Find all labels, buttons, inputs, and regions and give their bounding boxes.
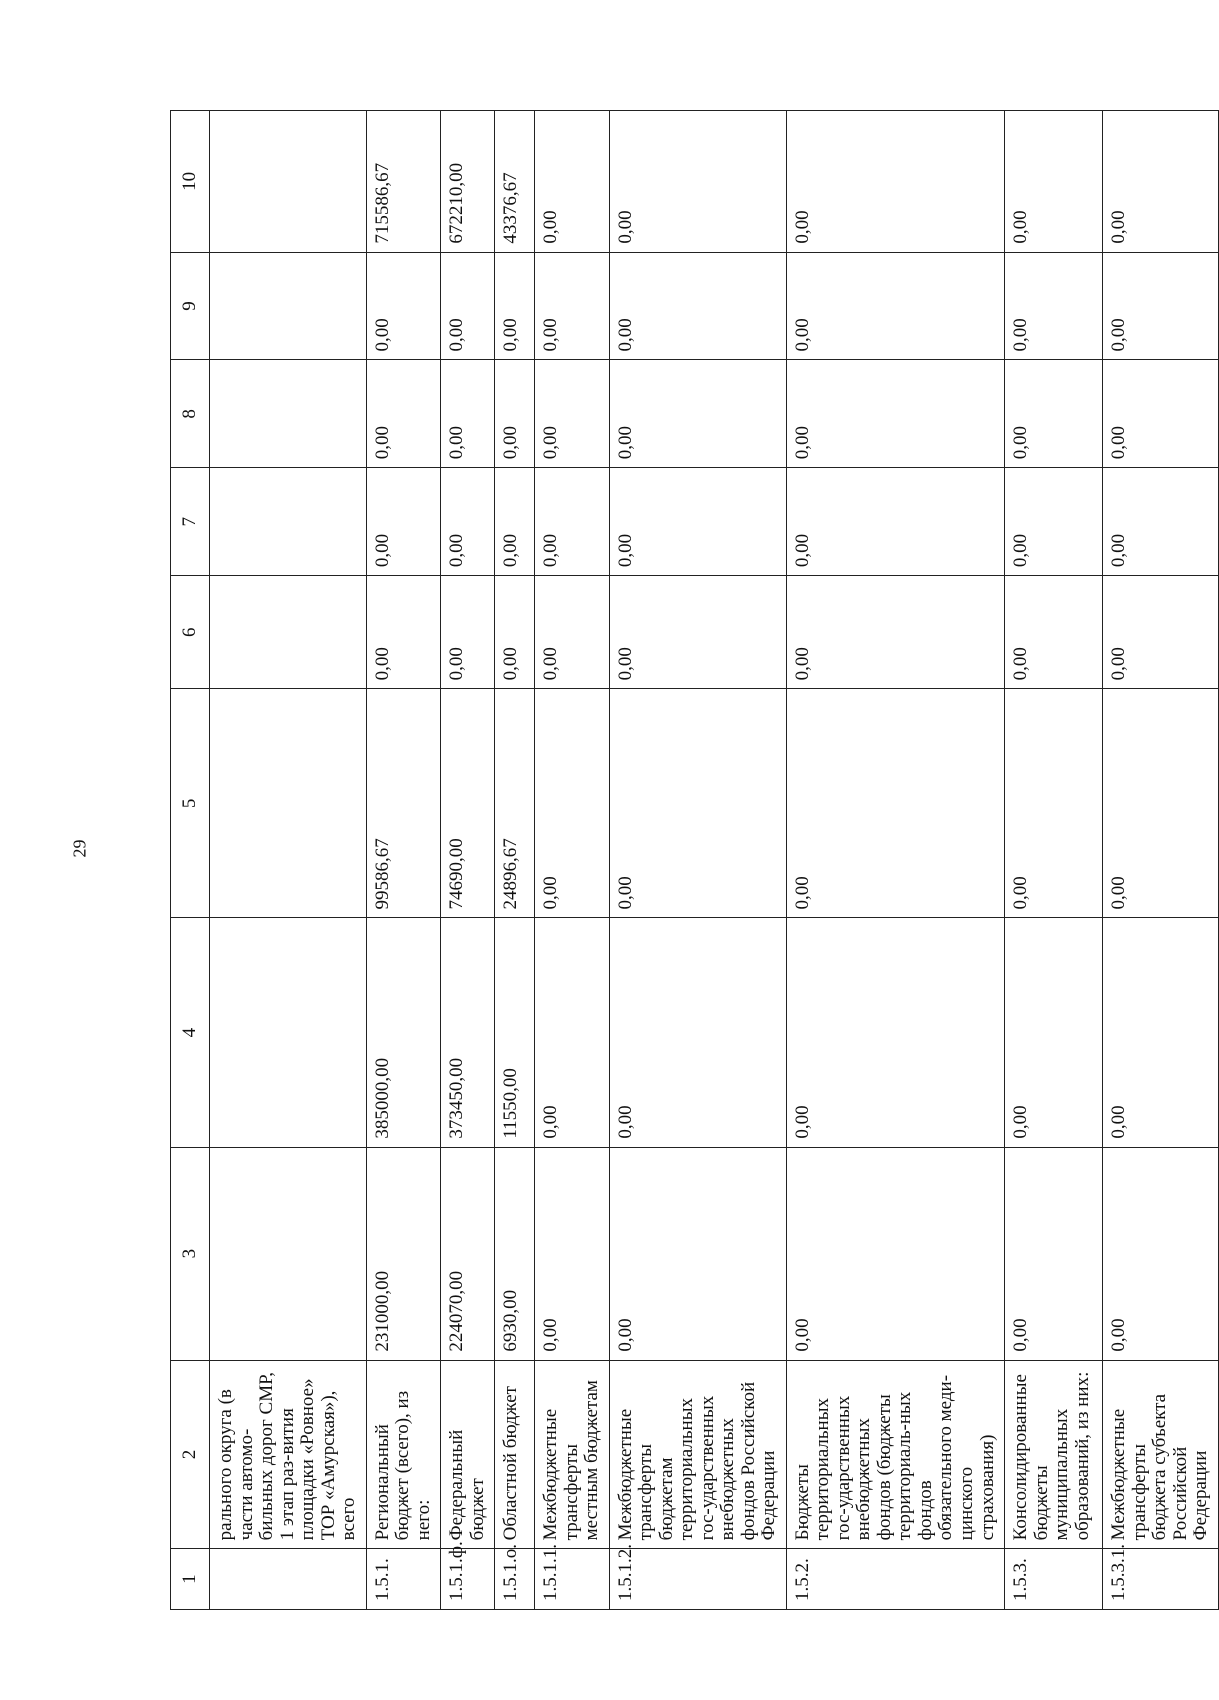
cell-col-8: 0,00 bbox=[609, 360, 786, 468]
row-code: 1.5.2. bbox=[786, 1549, 1004, 1610]
cell-col-6: 0,00 bbox=[441, 576, 495, 689]
cell-col-4: 0,00 bbox=[535, 918, 610, 1147]
header-col-9: 9 bbox=[171, 252, 210, 360]
table-row bbox=[786, 111, 1004, 1610]
cell-col-3: 224070,00 bbox=[441, 1147, 495, 1360]
cell-col-10: 715586,67 bbox=[366, 111, 441, 253]
row-code: 1.5.1.о. bbox=[495, 1549, 535, 1610]
cell-col-4: 11550,00 bbox=[495, 918, 535, 1147]
cell-col-10: 0,00 bbox=[1005, 111, 1103, 253]
cell-col-5: 0,00 bbox=[1103, 689, 1219, 918]
cell-col-7: 0,00 bbox=[1005, 468, 1103, 576]
row-name: Бюджеты территориальных гос-ударственных внебюджетных фондов (бюджеты территориаль-ных фондов обязательного меди-цинского страхования) bbox=[786, 1360, 1004, 1549]
cell-col-4 bbox=[210, 918, 367, 1147]
cell-col-7: 0,00 bbox=[366, 468, 441, 576]
cell-col-10: 0,00 bbox=[535, 111, 610, 253]
cell-col-9: 0,00 bbox=[366, 252, 441, 360]
cell-col-9: 0,00 bbox=[609, 252, 786, 360]
header-col-6: 6 bbox=[171, 576, 210, 689]
cell-col-5: 99586,67 bbox=[366, 689, 441, 918]
cell-col-5: 0,00 bbox=[1005, 689, 1103, 918]
cell-col-10 bbox=[210, 111, 367, 253]
row-code: 1.5.1. bbox=[366, 1549, 441, 1610]
table-row bbox=[210, 111, 367, 1610]
page-number: 29 bbox=[69, 839, 90, 858]
table-row bbox=[1005, 111, 1103, 1610]
table-row bbox=[495, 111, 535, 1610]
table-row bbox=[535, 111, 610, 1610]
cell-col-7: 0,00 bbox=[609, 468, 786, 576]
cell-col-9: 0,00 bbox=[1005, 252, 1103, 360]
row-name: рального округа (в части автомо-бильных дорог СМР, 1 этап раз-вития площадки «Ровное» ТОР «Амурская»), всего bbox=[210, 1360, 367, 1549]
cell-col-10: 0,00 bbox=[786, 111, 1004, 253]
row-name: Региональный бюджет (всего), из него: bbox=[366, 1360, 441, 1549]
cell-col-7: 0,00 bbox=[495, 468, 535, 576]
cell-col-6 bbox=[210, 576, 367, 689]
header-col-5: 5 bbox=[171, 689, 210, 918]
cell-col-9: 0,00 bbox=[535, 252, 610, 360]
cell-col-10: 672210,00 bbox=[441, 111, 495, 253]
cell-col-9: 0,00 bbox=[786, 252, 1004, 360]
row-name: Межбюджетные трансферты бюджета субъекта Российской Федерации bbox=[1103, 1360, 1219, 1549]
cell-col-9: 0,00 bbox=[441, 252, 495, 360]
row-name: Федеральный бюджет bbox=[441, 1360, 495, 1549]
cell-col-10: 0,00 bbox=[609, 111, 786, 253]
row-code: 1.5.1.ф. bbox=[441, 1549, 495, 1610]
cell-col-3: 0,00 bbox=[1005, 1147, 1103, 1360]
row-name: Межбюджетные трансферты бюджетам территориальных гос-ударственных внебюджетных фондов Российской Федерации bbox=[609, 1360, 786, 1549]
cell-col-6: 0,00 bbox=[786, 576, 1004, 689]
cell-col-9 bbox=[210, 252, 367, 360]
cell-col-6: 0,00 bbox=[495, 576, 535, 689]
cell-col-4: 0,00 bbox=[609, 918, 786, 1147]
cell-col-8: 0,00 bbox=[495, 360, 535, 468]
cell-col-4: 0,00 bbox=[1103, 918, 1219, 1147]
cell-col-4: 0,00 bbox=[786, 918, 1004, 1147]
cell-col-7: 0,00 bbox=[535, 468, 610, 576]
table-row bbox=[1103, 111, 1219, 1610]
cell-col-4: 0,00 bbox=[1005, 918, 1103, 1147]
cell-col-8: 0,00 bbox=[441, 360, 495, 468]
cell-col-6: 0,00 bbox=[609, 576, 786, 689]
header-col-8: 8 bbox=[171, 360, 210, 468]
cell-col-6: 0,00 bbox=[366, 576, 441, 689]
cell-col-8: 0,00 bbox=[1005, 360, 1103, 468]
cell-col-3: 0,00 bbox=[535, 1147, 610, 1360]
row-code: 1.5.3.1. bbox=[1103, 1549, 1219, 1610]
cell-col-5: 74690,00 bbox=[441, 689, 495, 918]
cell-col-3 bbox=[210, 1147, 367, 1360]
header-col-10: 10 bbox=[171, 111, 210, 253]
cell-col-3: 231000,00 bbox=[366, 1147, 441, 1360]
cell-col-8: 0,00 bbox=[535, 360, 610, 468]
cell-col-3: 0,00 bbox=[1103, 1147, 1219, 1360]
header-col-2: 2 bbox=[171, 1360, 210, 1549]
cell-col-4: 385000,00 bbox=[366, 918, 441, 1147]
cell-col-7: 0,00 bbox=[441, 468, 495, 576]
header-col-7: 7 bbox=[171, 468, 210, 576]
cell-col-9: 0,00 bbox=[495, 252, 535, 360]
cell-col-7: 0,00 bbox=[786, 468, 1004, 576]
row-code: 1.5.3. bbox=[1005, 1549, 1103, 1610]
header-col-1: 1 bbox=[171, 1549, 210, 1610]
cell-col-7: 0,00 bbox=[1103, 468, 1219, 576]
row-name: Областной бюджет bbox=[495, 1360, 535, 1549]
cell-col-8: 0,00 bbox=[786, 360, 1004, 468]
cell-col-5: 0,00 bbox=[535, 689, 610, 918]
header-col-3: 3 bbox=[171, 1147, 210, 1360]
cell-col-10: 43376,67 bbox=[495, 111, 535, 253]
cell-col-7 bbox=[210, 468, 367, 576]
table-row bbox=[441, 111, 495, 1610]
cell-col-6: 0,00 bbox=[1005, 576, 1103, 689]
table-row bbox=[609, 111, 786, 1610]
row-name: Консолидированные бюджеты муниципальных образований, из них: bbox=[1005, 1360, 1103, 1549]
table-row bbox=[366, 111, 441, 1610]
cell-col-5: 24896,67 bbox=[495, 689, 535, 918]
table-rotation-wrapper bbox=[170, 110, 1212, 1610]
cell-col-10: 0,00 bbox=[1103, 111, 1219, 253]
row-code bbox=[210, 1549, 367, 1610]
cell-col-5 bbox=[210, 689, 367, 918]
budget-table bbox=[170, 110, 1219, 1610]
cell-col-4: 373450,00 bbox=[441, 918, 495, 1147]
cell-col-6: 0,00 bbox=[1103, 576, 1219, 689]
cell-col-5: 0,00 bbox=[786, 689, 1004, 918]
cell-col-3: 6930,00 bbox=[495, 1147, 535, 1360]
cell-col-9: 0,00 bbox=[1103, 252, 1219, 360]
cell-col-6: 0,00 bbox=[535, 576, 610, 689]
table-header-row bbox=[171, 111, 210, 1610]
header-col-4: 4 bbox=[171, 918, 210, 1147]
cell-col-3: 0,00 bbox=[609, 1147, 786, 1360]
cell-col-8: 0,00 bbox=[366, 360, 441, 468]
row-name: Межбюджетные трансферты местным бюджетам bbox=[535, 1360, 610, 1549]
cell-col-8 bbox=[210, 360, 367, 468]
cell-col-5: 0,00 bbox=[609, 689, 786, 918]
row-code: 1.5.1.1. bbox=[535, 1549, 610, 1610]
row-code: 1.5.1.2. bbox=[609, 1549, 786, 1610]
cell-col-8: 0,00 bbox=[1103, 360, 1219, 468]
cell-col-3: 0,00 bbox=[786, 1147, 1004, 1360]
